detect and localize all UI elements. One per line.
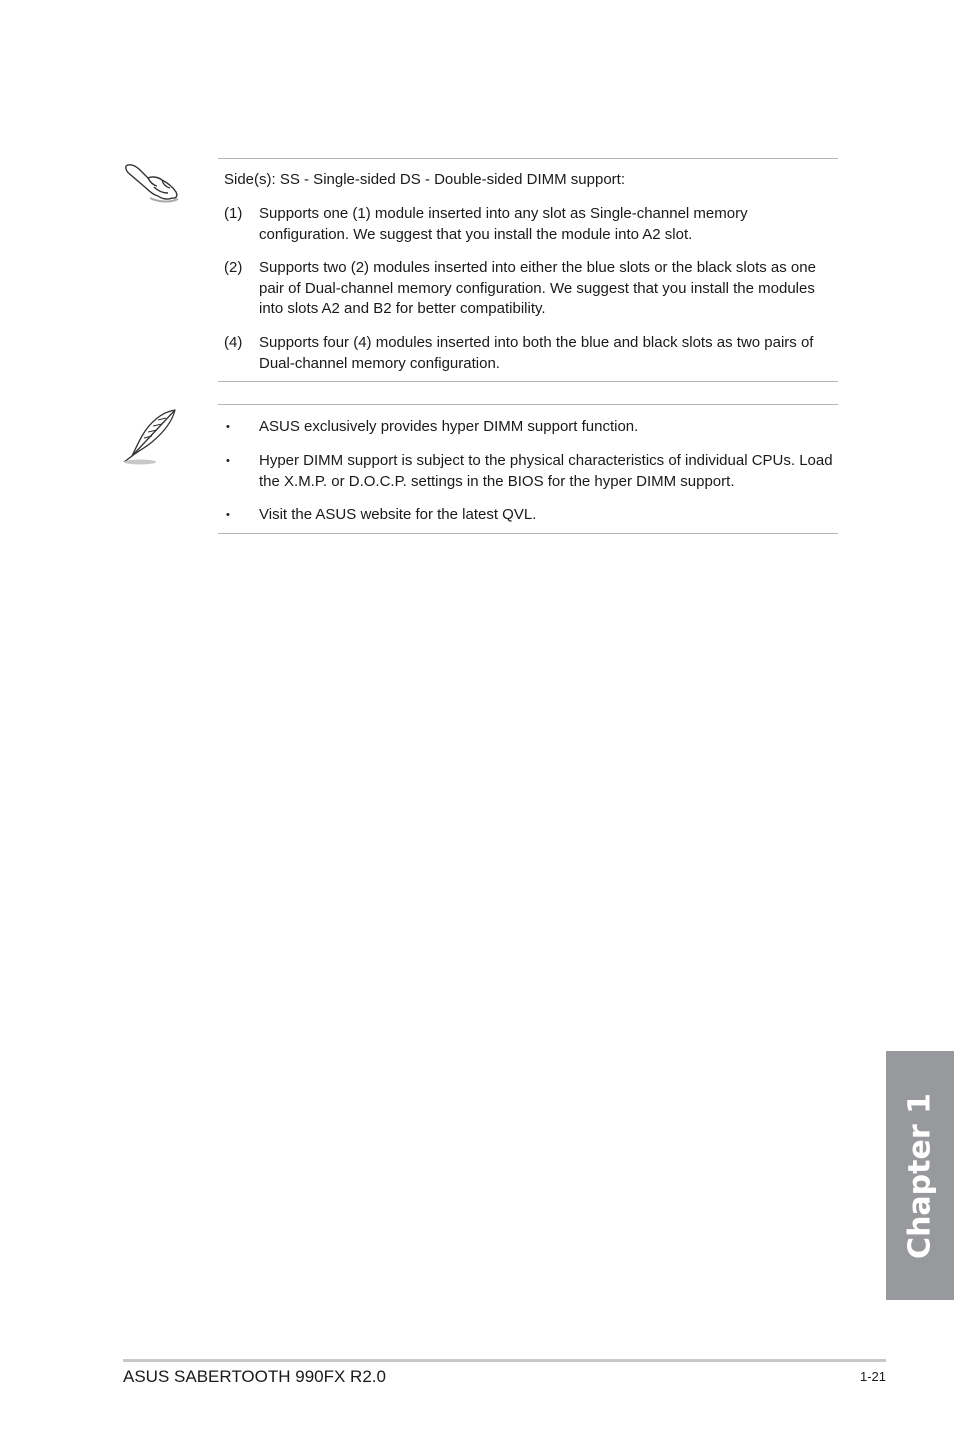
note-intro: Side(s): SS - Single-sided DS - Double-sided DIMM support: (224, 171, 625, 188)
bullet: • (226, 509, 230, 521)
item-text: Supports four (4) modules inserted into both the blue and black slots as two pairs of Dual-channel memory configuration. (259, 334, 814, 372)
list-item (224, 505, 838, 526)
item-text: ASUS exclusively provides hyper DIMM support function. (259, 418, 639, 435)
chapter-label: Chapter 1 (902, 1092, 938, 1259)
list-item (224, 451, 838, 492)
quill-pen-icon (120, 406, 182, 471)
list-item (224, 258, 838, 320)
bullet: • (226, 455, 230, 467)
page-number: 1-21 (859, 1369, 886, 1384)
list-item (224, 417, 838, 438)
item-text: Hyper DIMM support is subject to the physical characteristics of individual CPUs. Load the X.M.P. or D.O.C.P. settings in the BIOS for the hyper DIMM support. (259, 452, 833, 490)
item-text: Supports two (2) modules inserted into either the blue slots or the black slots as one pair of Dual-channel memory configuration. We suggest that you install the modules into slots A2 and B2 for better compatibility. (259, 259, 816, 317)
footer-divider (123, 1359, 886, 1362)
item-number: (2) (224, 259, 243, 276)
item-number: (4) (224, 334, 243, 351)
list-item (224, 333, 838, 374)
list-item (224, 204, 838, 245)
footer-title: ASUS SABERTOOTH 990FX R2.0 (123, 1367, 386, 1386)
item-number: (1) (224, 205, 243, 222)
item-text: Supports one (1) module inserted into any slot as Single-channel memory configuration. We suggest that you install the module into A2 slot. (259, 205, 748, 243)
item-text: Visit the ASUS website for the latest QVL. (259, 506, 537, 523)
bullet: • (226, 421, 230, 433)
hand-pointer-icon (120, 158, 182, 209)
chapter-tab (886, 1051, 954, 1300)
